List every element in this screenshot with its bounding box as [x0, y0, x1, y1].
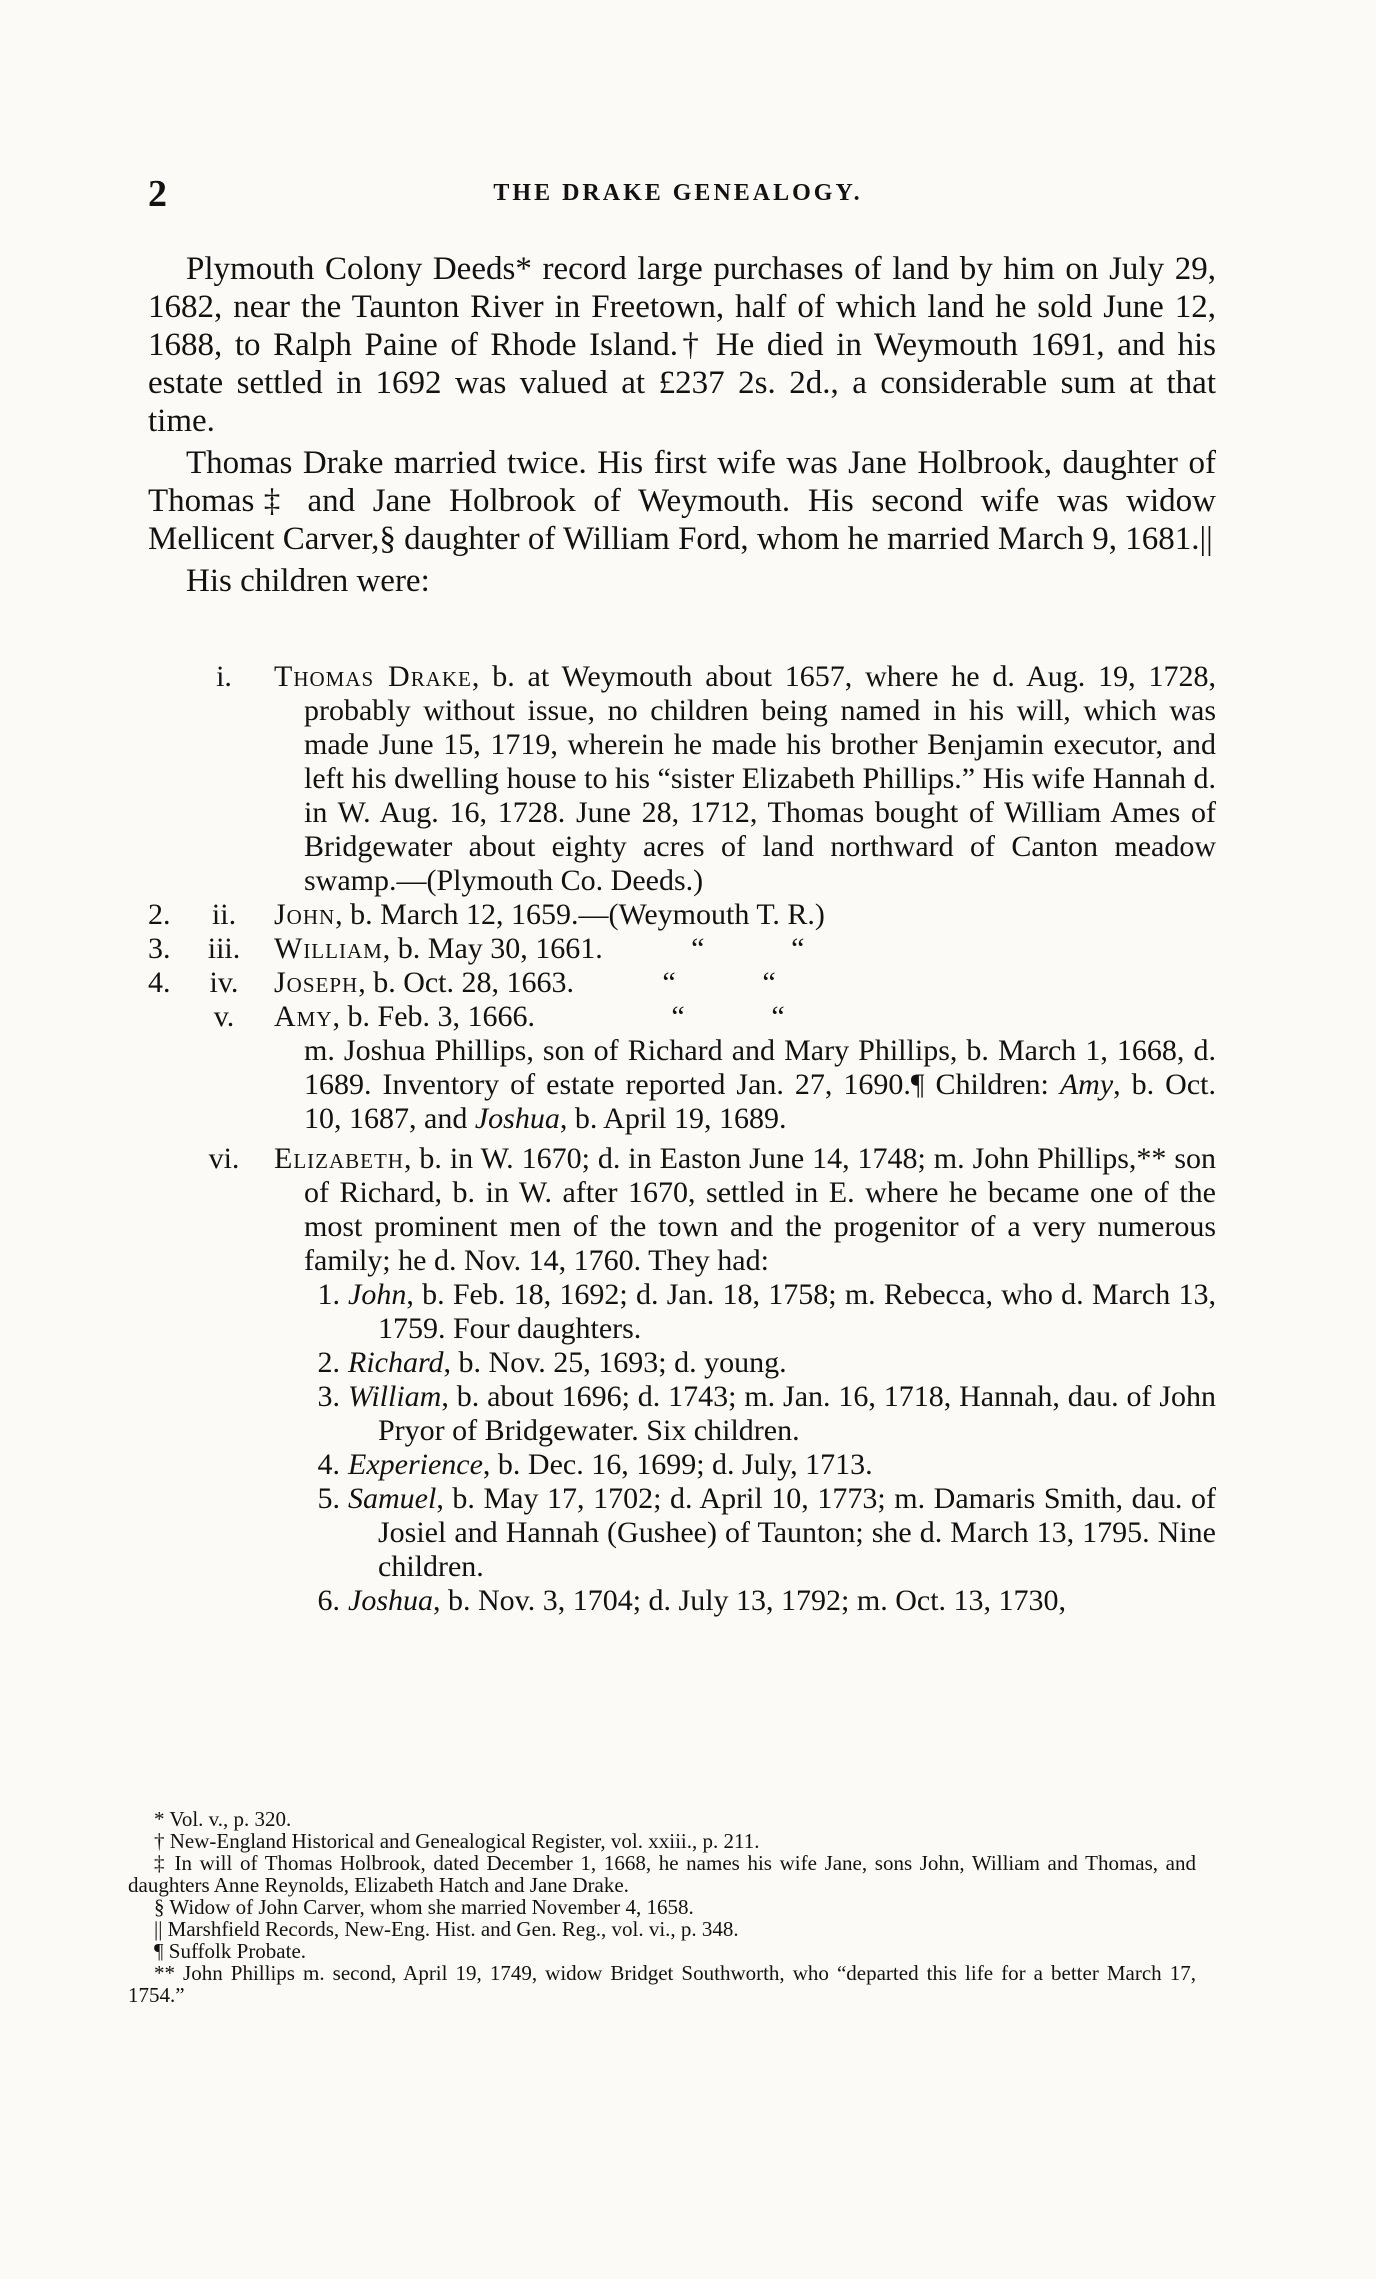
- body-text: [148, 250, 1216, 604]
- footnote: ** John Phillips m. second, April 19, 1749, widow Bridget Southworth, who “departed this life for a better March 17, 1754.”: [128, 1961, 1196, 2007]
- child-name: John: [274, 898, 336, 931]
- footnote: * Vol. v., p. 320.: [154, 1807, 292, 1831]
- roman-numeral: ii.: [211, 898, 237, 931]
- grandchild-name: William: [348, 1380, 442, 1413]
- ditto-mark: “: [762, 966, 776, 999]
- ditto-mark: “: [662, 966, 676, 999]
- grandchild-name: Samuel: [348, 1482, 437, 1515]
- ditto-mark: “: [791, 932, 805, 965]
- ditto-mark: “: [671, 1000, 685, 1033]
- grandchild-entry: 4. Experience, b. Dec. 16, 1699; d. July, 1713.: [317, 1448, 873, 1481]
- grandchild-name: Joshua: [348, 1584, 433, 1617]
- grandchild-entry: 3. William, b. about 1696; d. 1743; m. Jan. 16, 1718, Hannah, dau. of John Pryor of Bridgewater. Six children.: [317, 1380, 1216, 1447]
- footnotes: [128, 1808, 1196, 2006]
- entry-number: 2.: [148, 898, 171, 931]
- child-entry-john: [148, 898, 1216, 932]
- grandchild-entry: 2. Richard, b. Nov. 25, 1693; d. young.: [317, 1346, 787, 1379]
- roman-numeral: vi.: [208, 1142, 240, 1175]
- footnote: † New-England Historical and Genealogical Register, vol. xxiii., p. 211.: [154, 1829, 760, 1853]
- grandchild-entry: 1. John, b. Feb. 18, 1692; d. Jan. 18, 1758; m. Rebecca, who d. March 13, 1759. Four daughters.: [317, 1278, 1216, 1345]
- child-name: William: [274, 932, 383, 965]
- paragraph-2: Thomas Drake married twice. His first wife was Jane Holbrook, daughter of Thomas‡ and Jane Holbrook of Weymouth. His second wife was widow Mellicent Carver,§ daughter of William Ford, whom he married March 9, 1681.||: [148, 445, 1216, 557]
- footnote: ¶ Suffolk Probate.: [154, 1939, 307, 1963]
- grandchild-entry: 6. Joshua, b. Nov. 3, 1704; d. July 13, 1792; m. Oct. 13, 1730,: [317, 1584, 1067, 1617]
- entry-number: 3.: [148, 932, 171, 965]
- grandchild-name: Experience: [348, 1448, 483, 1481]
- roman-numeral: i.: [216, 660, 232, 693]
- roman-numeral: v.: [213, 1000, 235, 1033]
- footnote: || Marshfield Records, New-Eng. Hist. and Gen. Reg., vol. vi., p. 348.: [154, 1917, 739, 1941]
- child-text: , b. March 12, 1659.—(Weymouth T. R.): [335, 898, 825, 931]
- grandchild-name: John: [348, 1278, 407, 1311]
- child-text: , b. in W. 1670; d. in Easton June 14, 1748; m. John Phillips,** son of Richard, b. in W. after 1670, settled in E. where he became one of the most prominent men of the town and the progenitor of a very numerous family; he d. Nov. 14, 1760. They had:: [304, 1142, 1216, 1277]
- child-text: , b. Feb. 3, 1666.: [332, 1000, 536, 1033]
- running-title: THE DRAKE GENEALOGY.: [493, 180, 863, 206]
- grandchild-name: Amy: [1059, 1068, 1114, 1101]
- entry-number: 4.: [148, 966, 171, 999]
- paragraph-3: His children were:: [186, 563, 430, 599]
- children-list: [148, 660, 1216, 1618]
- child-entry-amy: [148, 1000, 1216, 1034]
- child-entry-thomas: [148, 660, 1216, 898]
- child-name: Joseph: [274, 966, 359, 999]
- grandchild-name: Richard: [348, 1346, 444, 1379]
- child-name: Elizabeth: [274, 1142, 404, 1175]
- child-entry-joseph: [148, 966, 1216, 1000]
- child-entry-william: [148, 932, 1216, 966]
- child-text: , b. May 30, 1661.: [382, 932, 603, 965]
- roman-numeral: iv.: [209, 966, 239, 999]
- footnote: § Widow of John Carver, whom she married November 4, 1658.: [154, 1895, 694, 1919]
- child-name: Amy: [274, 1000, 333, 1033]
- page-header: [148, 172, 1208, 222]
- ditto-mark: “: [771, 1000, 785, 1033]
- ditto-mark: “: [691, 932, 705, 965]
- paragraph-1: Plymouth Colony Deeds* record large purchases of land by him on July 29, 1682, near the Taunton River in Freetown, half of which land he sold June 12, 1688, to Ralph Paine of Rhode Island.† He died in Weymouth 1691, and his estate settled in 1692 was valued at £237 2s. 2d., a considerable sum at that time.: [148, 251, 1216, 439]
- child-name: Thomas Drake: [274, 660, 472, 693]
- roman-numeral: iii.: [207, 932, 241, 965]
- page-number: 2: [148, 173, 167, 215]
- child-text: , b. at Weymouth about 1657, where he d. Aug. 19, 1728, probably without issue, no children being named in his will, which was made June 15, 1719, wherein he made his brother Benjamin executor, and left his dwelling house to his “sister Elizabeth Phillips.” His wife Hannah d. in W. Aug. 16, 1728. June 28, 1712, Thomas bought of William Ames of Bridgewater about eighty acres of land northward of Canton meadow swamp.—(Plymouth Co. Deeds.): [304, 660, 1216, 897]
- amy-details: m. Joshua Phillips, son of Richard and Mary Phillips, b. March 1, 1668, d. 1689. Inventory of estate reported Jan. 27, 1690.¶ Children: Amy, b. Oct. 10, 1687, and Joshua, b. April 19, 1689.: [304, 1034, 1216, 1135]
- footnote: ‡ In will of Thomas Holbrook, dated December 1, 1668, he names his wife Jane, sons John, William and Thomas, and daughters Anne Reynolds, Elizabeth Hatch and Jane Drake.: [128, 1851, 1196, 1897]
- grandchild-entry: 5. Samuel, b. May 17, 1702; d. April 10, 1773; m. Damaris Smith, dau. of Josiel and Hannah (Gushee) of Taunton; she d. March 13, 1795. Nine children.: [317, 1482, 1216, 1583]
- grandchild-name: Joshua: [474, 1102, 560, 1135]
- child-text: , b. Oct. 28, 1663.: [358, 966, 575, 999]
- child-entry-elizabeth: [148, 1142, 1216, 1278]
